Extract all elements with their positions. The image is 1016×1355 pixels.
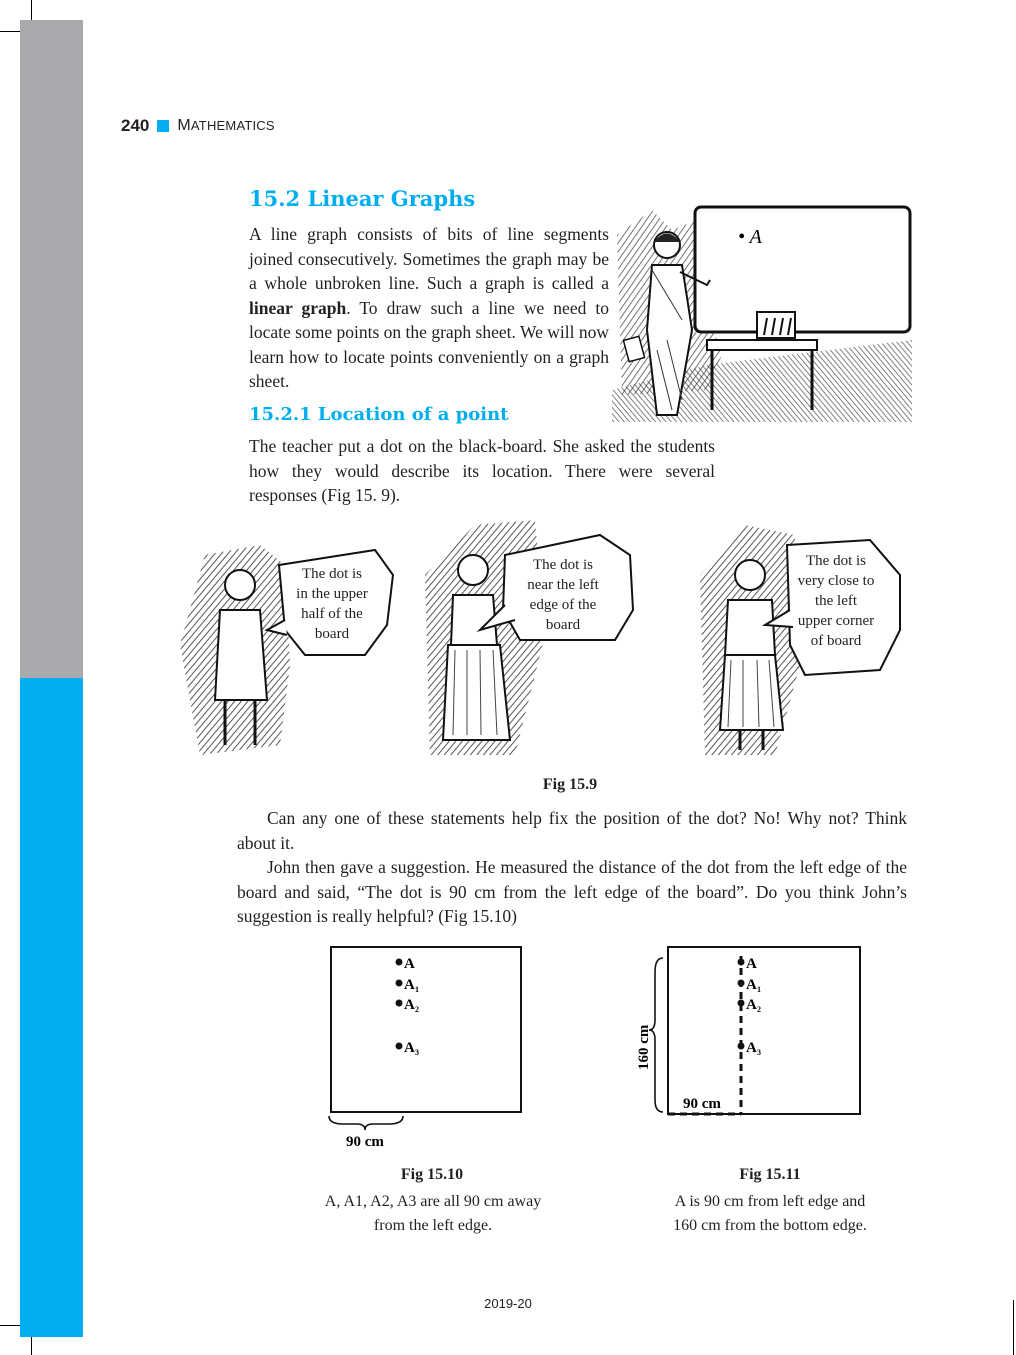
subject-title: MATHEMATICS — [177, 117, 275, 134]
svg-text:A: A — [746, 977, 757, 993]
page-number: 240 — [121, 116, 150, 135]
speech-bubble-2: The dot is near the left edge of the board — [527, 557, 599, 633]
fig-15-10-caption: Fig 15.10 — [400, 1166, 464, 1183]
crop-mark — [31, 1337, 32, 1355]
svg-text:A: A — [404, 997, 415, 1013]
svg-text:3: 3 — [415, 1048, 419, 1057]
body-paragraph-2: John then gave a suggestion. He measured the distance of the dot from the left edge of the board and said, “The dot is 90 cm from the left edge of the board”. Do you think John’s suggestion is really helpful? (Fig 15.10) — [237, 857, 907, 926]
teacher-illustration — [612, 190, 912, 425]
svg-text:A: A — [404, 1040, 415, 1056]
svg-text:2: 2 — [757, 1005, 761, 1014]
fig-15-10-diagram — [325, 940, 535, 1155]
fig-15-10-desc-line1: A, A1, A2, A3 are all 90 cm away — [324, 1193, 542, 1210]
fig-15-11-vertical-measure: 160 cm — [636, 1024, 652, 1070]
side-bar-grey — [20, 20, 83, 678]
subsection-title: 15.2.1 Location of a point — [249, 404, 509, 425]
svg-text:A: A — [746, 1040, 757, 1056]
page-header — [121, 116, 275, 136]
term-linear-graph: linear graph — [249, 297, 347, 318]
page-footer: 2019-20 — [484, 1296, 532, 1311]
fig-15-11-diagram — [625, 940, 865, 1120]
fig-15-10-measure: 90 cm — [346, 1134, 384, 1150]
svg-text:1: 1 — [415, 985, 419, 994]
speech-bubble-1: The dot is in the upper half of the board — [296, 566, 368, 642]
speech-bubble-3: The dot is very close to the left upper corner of board — [797, 553, 875, 649]
svg-text:A: A — [746, 956, 757, 972]
svg-text:A: A — [746, 997, 757, 1013]
fig-15-10-desc-line2: from the left edge. — [373, 1217, 493, 1234]
intro-paragraph: A line graph consists of bits of line segments joined consecutively. Sometimes the graph may be a whole unbroken line. Such a graph is called a linear graph. To draw such a line we need to locate some points on the graph sheet. We will now learn how to locate points conveniently on a graph sheet. — [249, 224, 609, 391]
fig-15-10-description — [288, 1190, 578, 1238]
svg-text:2: 2 — [415, 1005, 419, 1014]
svg-text:• A: • A — [738, 226, 762, 248]
header-square-icon — [157, 120, 169, 132]
fig-15-9-caption: Fig 15.9 — [542, 776, 598, 793]
side-bar-blue — [20, 678, 83, 1337]
fig-15-11-description — [630, 1190, 910, 1238]
crop-mark — [31, 0, 32, 20]
subsection-paragraph: The teacher put a dot on the black-board. She asked the students how they would describe its location. There were several responses (Fig 15. 9). — [249, 436, 715, 505]
fig-15-11-caption: Fig 15.11 — [739, 1166, 801, 1183]
crop-mark — [0, 31, 20, 32]
svg-text:3: 3 — [757, 1048, 761, 1057]
crop-mark — [0, 1325, 20, 1326]
body-text — [237, 806, 907, 929]
fig-15-11-desc-line1: A is 90 cm from left edge and — [674, 1193, 866, 1210]
body-paragraph-1: Can any one of these statements help fix the position of the dot? No! Why not? Think about it. — [237, 808, 907, 853]
svg-text:1: 1 — [757, 985, 761, 994]
svg-text:A: A — [404, 977, 415, 993]
fig-15-11-desc-line2: 160 cm from the bottom edge. — [673, 1217, 867, 1234]
section-title: 15.2 Linear Graphs — [249, 186, 476, 211]
fig-15-11-horizontal-measure: 90 cm — [683, 1096, 721, 1112]
svg-text:A: A — [404, 956, 415, 972]
